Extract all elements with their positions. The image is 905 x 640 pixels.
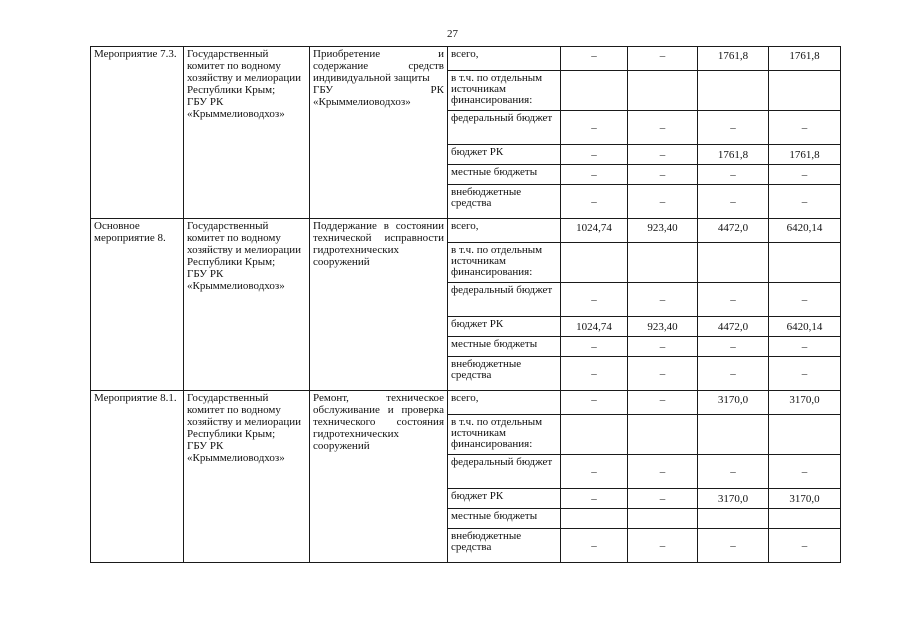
amount-cell-3: 3170,0 xyxy=(698,489,769,509)
amount-cell-1: – xyxy=(561,529,628,563)
amount-cell-2: – xyxy=(628,47,698,71)
funding-source-cell: бюджет РК xyxy=(448,317,561,337)
executor-cell: Государственный комитет по водному хозяйству и мелиорации Республики Крым; ГБУ РК «Крыммелиоводхоз» xyxy=(184,47,310,219)
funding-source-cell: внебюджетные средства xyxy=(448,185,561,219)
amount-cell-3: – xyxy=(698,165,769,185)
amount-cell-1 xyxy=(561,71,628,111)
amount-cell-2 xyxy=(628,243,698,283)
funding-source-cell: местные бюджеты xyxy=(448,165,561,185)
amount-cell-2: – xyxy=(628,489,698,509)
amount-cell-4: 1761,8 xyxy=(769,47,841,71)
amount-cell-3: 3170,0 xyxy=(698,391,769,415)
funding-source-cell: местные бюджеты xyxy=(448,337,561,357)
amount-cell-1: – xyxy=(561,283,628,317)
amount-cell-4: – xyxy=(769,185,841,219)
amount-cell-2: – xyxy=(628,283,698,317)
amount-cell-1: – xyxy=(561,357,628,391)
amount-cell-2 xyxy=(628,509,698,529)
amount-cell-4 xyxy=(769,509,841,529)
funding-source-cell: всего, xyxy=(448,47,561,71)
amount-cell-1: – xyxy=(561,47,628,71)
amount-cell-4: – xyxy=(769,165,841,185)
funding-source-cell: федеральный бюджет xyxy=(448,455,561,489)
amount-cell-1: – xyxy=(561,111,628,145)
amount-cell-3: 1761,8 xyxy=(698,47,769,71)
table-row xyxy=(91,47,841,71)
amount-cell-4: 3170,0 xyxy=(769,489,841,509)
amount-cell-4: 1761,8 xyxy=(769,145,841,165)
amount-cell-4 xyxy=(769,415,841,455)
amount-cell-4: – xyxy=(769,455,841,489)
amount-cell-1 xyxy=(561,243,628,283)
page-number: 27 xyxy=(447,28,458,40)
amount-cell-3: 1761,8 xyxy=(698,145,769,165)
funding-source-cell: в т.ч. по отдельным источникам финансирования: xyxy=(448,415,561,455)
table-row xyxy=(91,391,841,415)
amount-cell-1: – xyxy=(561,337,628,357)
amount-cell-4: 3170,0 xyxy=(769,391,841,415)
amount-cell-3 xyxy=(698,415,769,455)
amount-cell-2: – xyxy=(628,455,698,489)
amount-cell-3: – xyxy=(698,455,769,489)
executor-cell: Государственный комитет по водному хозяйству и мелиорации Республики Крым; ГБУ РК «Крыммелиоводхоз» xyxy=(184,219,310,391)
amount-cell-4: – xyxy=(769,111,841,145)
amount-cell-1 xyxy=(561,415,628,455)
measure-cell: Мероприятие 8.1. xyxy=(91,391,184,563)
funding-source-cell: федеральный бюджет xyxy=(448,111,561,145)
amount-cell-3: – xyxy=(698,111,769,145)
amount-cell-1: 1024,74 xyxy=(561,317,628,337)
amount-cell-4: 6420,14 xyxy=(769,219,841,243)
funding-source-cell: местные бюджеты xyxy=(448,509,561,529)
amount-cell-4 xyxy=(769,71,841,111)
amount-cell-1: 1024,74 xyxy=(561,219,628,243)
amount-cell-4: – xyxy=(769,529,841,563)
funding-source-cell: всего, xyxy=(448,391,561,415)
description-cell: Приобретение и содержание средств индивидуальной защиты ГБУ РК «Крыммелиоводхоз» xyxy=(310,47,448,219)
amount-cell-1 xyxy=(561,509,628,529)
amount-cell-1: – xyxy=(561,145,628,165)
amount-cell-3: 4472,0 xyxy=(698,317,769,337)
amount-cell-2: 923,40 xyxy=(628,317,698,337)
description-cell: Ремонт, техническое обслуживание и проверка технического состояния гидротехнических сооружений xyxy=(310,391,448,563)
funding-source-cell: бюджет РК xyxy=(448,145,561,165)
funding-source-cell: в т.ч. по отдельным источникам финансирования: xyxy=(448,243,561,283)
amount-cell-2: – xyxy=(628,391,698,415)
amount-cell-3 xyxy=(698,243,769,283)
executor-cell: Государственный комитет по водному хозяйству и мелиорации Республики Крым; ГБУ РК «Крыммелиоводхоз» xyxy=(184,391,310,563)
amount-cell-2: – xyxy=(628,185,698,219)
funding-source-cell: внебюджетные средства xyxy=(448,529,561,563)
amount-cell-3: – xyxy=(698,283,769,317)
amount-cell-2: – xyxy=(628,165,698,185)
amount-cell-4: 6420,14 xyxy=(769,317,841,337)
amount-cell-4: – xyxy=(769,337,841,357)
funding-source-cell: федеральный бюджет xyxy=(448,283,561,317)
amount-cell-4 xyxy=(769,243,841,283)
amount-cell-3: – xyxy=(698,529,769,563)
amount-cell-2: – xyxy=(628,529,698,563)
amount-cell-1: – xyxy=(561,391,628,415)
amount-cell-2 xyxy=(628,415,698,455)
amount-cell-3: – xyxy=(698,337,769,357)
amount-cell-1: – xyxy=(561,165,628,185)
amount-cell-2: – xyxy=(628,357,698,391)
amount-cell-1: – xyxy=(561,455,628,489)
amount-cell-2: – xyxy=(628,111,698,145)
funding-source-cell: бюджет РК xyxy=(448,489,561,509)
amount-cell-3 xyxy=(698,509,769,529)
funding-source-cell: внебюджетные средства xyxy=(448,357,561,391)
description-cell: Поддержание в состоянии технической исправности гидротехнических сооружений xyxy=(310,219,448,391)
measure-cell: Основное мероприятие 8. xyxy=(91,219,184,391)
amount-cell-2: – xyxy=(628,337,698,357)
amount-cell-1: – xyxy=(561,185,628,219)
amount-cell-4: – xyxy=(769,283,841,317)
measure-cell: Мероприятие 7.3. xyxy=(91,47,184,219)
amount-cell-4: – xyxy=(769,357,841,391)
table-row xyxy=(91,219,841,243)
amount-cell-2: – xyxy=(628,145,698,165)
funding-source-cell: в т.ч. по отдельным источникам финансирования: xyxy=(448,71,561,111)
amount-cell-2 xyxy=(628,71,698,111)
financing-table xyxy=(90,46,841,563)
amount-cell-3: – xyxy=(698,185,769,219)
funding-source-cell: всего, xyxy=(448,219,561,243)
amount-cell-3: – xyxy=(698,357,769,391)
amount-cell-3 xyxy=(698,71,769,111)
amount-cell-3: 4472,0 xyxy=(698,219,769,243)
amount-cell-1: – xyxy=(561,489,628,509)
amount-cell-2: 923,40 xyxy=(628,219,698,243)
